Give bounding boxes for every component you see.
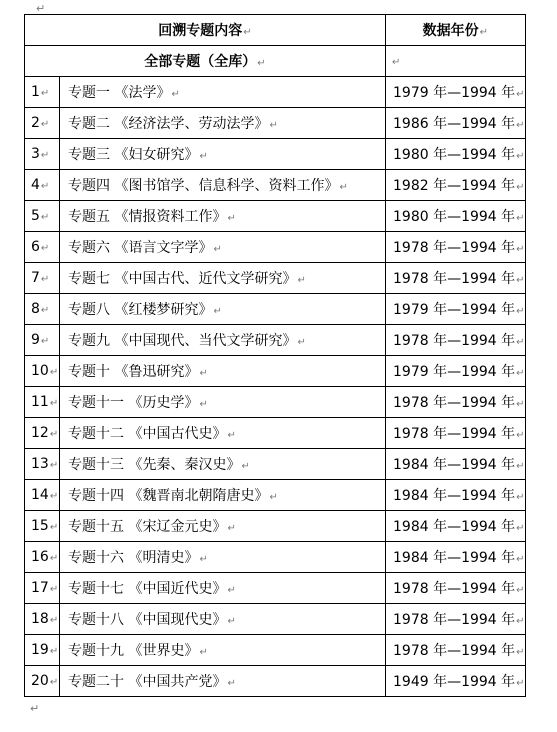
- all-topics-label: 全部专题（全库）: [144, 54, 257, 70]
- paragraph-mark: ↵: [516, 182, 525, 193]
- row-number-cell: [25, 108, 60, 139]
- topic-title: 专题十九 《世界史》: [68, 643, 199, 659]
- paragraph-mark: ↵: [213, 244, 222, 255]
- row-number: 1: [31, 84, 40, 100]
- paragraph-mark: ↵: [227, 678, 236, 689]
- paragraph-mark: ↵: [171, 89, 180, 100]
- data-years: 1978 年—1994 年: [393, 426, 516, 442]
- data-years: 1978 年—1994 年: [393, 581, 516, 597]
- paragraph-mark: ↵: [199, 647, 208, 658]
- data-years: 1979 年—1994 年: [393, 364, 516, 380]
- paragraph-mark: ↵: [49, 677, 59, 688]
- row-number: 10: [31, 363, 49, 379]
- topic-title: 专题三 《妇女研究》: [68, 147, 199, 163]
- data-years-cell: [386, 604, 526, 635]
- topic-title-cell: [60, 356, 386, 387]
- data-years-cell: [386, 418, 526, 449]
- paragraph-mark: ↵: [49, 367, 59, 378]
- paragraph-mark: ↵: [227, 430, 236, 441]
- topic-title: 专题十六 《明清史》: [68, 550, 199, 566]
- topic-title-cell: [60, 635, 386, 666]
- topic-title-cell: [60, 108, 386, 139]
- data-years-cell: [386, 325, 526, 356]
- topic-title: 专题十五 《宋辽金元史》: [68, 519, 227, 535]
- content-header-cell: [25, 15, 386, 46]
- table-header-row: [25, 15, 526, 46]
- paragraph-mark: ↵: [40, 243, 50, 254]
- paragraph-mark: ↵: [516, 647, 525, 658]
- row-number-cell: [25, 170, 60, 201]
- paragraph-mark: ↵: [516, 337, 525, 348]
- paragraph-mark: ↵: [227, 213, 236, 224]
- paragraph-mark: ↵: [199, 368, 208, 379]
- topic-title-cell: [60, 263, 386, 294]
- topic-title-cell: [60, 573, 386, 604]
- paragraph-mark: ↵: [49, 522, 59, 533]
- topic-title: 专题九 《中国现代、当代文学研究》: [68, 333, 297, 349]
- paragraph-mark: ↵: [49, 646, 59, 657]
- paragraph-mark: ↵: [49, 553, 59, 564]
- topic-title-cell: [60, 77, 386, 108]
- row-number: 19: [31, 642, 49, 658]
- data-years-cell: [386, 263, 526, 294]
- table-row: [25, 108, 526, 139]
- paragraph-mark: ↵: [269, 120, 278, 131]
- topic-title-cell: [60, 201, 386, 232]
- row-number-cell: [25, 139, 60, 170]
- table-row: [25, 325, 526, 356]
- paragraph-mark: ↵: [516, 399, 525, 410]
- paragraph-mark: ↵: [40, 305, 50, 316]
- topic-title: 专题二 《经济法学、劳动法学》: [68, 116, 269, 132]
- paragraph-mark-bottom: ↵: [30, 702, 40, 715]
- table-row: [25, 170, 526, 201]
- paragraph-mark: ↵: [199, 151, 208, 162]
- topic-title-cell: [60, 232, 386, 263]
- row-number: 5: [31, 208, 40, 224]
- data-years: 1979 年—1994 年: [393, 85, 516, 101]
- paragraph-mark: ↵: [227, 523, 236, 534]
- row-number: 8: [31, 301, 40, 317]
- table-body: [25, 15, 526, 697]
- topic-title: 专题十三 《先秦、秦汉史》: [68, 457, 241, 473]
- table-row: [25, 635, 526, 666]
- paragraph-mark: ↵: [49, 615, 59, 626]
- row-number: 12: [31, 425, 49, 441]
- topic-title-cell: [60, 480, 386, 511]
- data-years: 1978 年—1994 年: [393, 240, 516, 256]
- topic-title-cell: [60, 139, 386, 170]
- topic-title-cell: [60, 511, 386, 542]
- table-row: [25, 294, 526, 325]
- all-topics-years-cell: [386, 46, 526, 77]
- all-topics-row: [25, 46, 526, 77]
- paragraph-mark: ↵: [516, 430, 525, 441]
- paragraph-mark: ↵: [40, 274, 50, 285]
- row-number-cell: [25, 77, 60, 108]
- table-row: [25, 263, 526, 294]
- paragraph-mark-top: ↵: [36, 2, 46, 15]
- topic-title-cell: [60, 542, 386, 573]
- paragraph-mark: ↵: [40, 336, 50, 347]
- row-number: 16: [31, 549, 49, 565]
- topic-title: 专题十一 《历史学》: [68, 395, 199, 411]
- table-row: [25, 449, 526, 480]
- paragraph-mark: ↵: [227, 585, 236, 596]
- paragraph-mark: ↵: [516, 585, 525, 596]
- topic-title-cell: [60, 387, 386, 418]
- table-row: [25, 232, 526, 263]
- paragraph-mark: ↵: [392, 57, 401, 68]
- topic-title-cell: [60, 604, 386, 635]
- data-years-cell: [386, 542, 526, 573]
- data-years: 1978 年—1994 年: [393, 333, 516, 349]
- data-years-cell: [386, 635, 526, 666]
- row-number-cell: [25, 387, 60, 418]
- data-years: 1949 年—1994 年: [393, 674, 516, 690]
- paragraph-mark: ↵: [269, 492, 278, 503]
- row-number: 7: [31, 270, 40, 286]
- data-years: 1978 年—1994 年: [393, 612, 516, 628]
- topic-title-cell: [60, 294, 386, 325]
- topic-title: 专题四 《图书馆学、信息科学、资料工作》: [68, 178, 339, 194]
- topic-title: 专题七 《中国古代、近代文学研究》: [68, 271, 297, 287]
- topic-title: 专题十二 《中国古代史》: [68, 426, 227, 442]
- paragraph-mark: ↵: [227, 616, 236, 627]
- data-years: 1984 年—1994 年: [393, 550, 516, 566]
- topic-title: 专题一 《法学》: [68, 85, 171, 101]
- paragraph-mark: ↵: [243, 27, 252, 38]
- paragraph-mark: ↵: [516, 213, 525, 224]
- data-years-cell: [386, 573, 526, 604]
- row-number: 9: [31, 332, 40, 348]
- paragraph-mark: ↵: [199, 554, 208, 565]
- paragraph-mark: ↵: [213, 306, 222, 317]
- row-number-cell: [25, 573, 60, 604]
- paragraph-mark: ↵: [516, 523, 525, 534]
- table-row: [25, 604, 526, 635]
- years-header-label: 数据年份: [422, 23, 479, 39]
- topic-title: 专题八 《红楼梦研究》: [68, 302, 213, 318]
- paragraph-mark: ↵: [297, 337, 306, 348]
- paragraph-mark: ↵: [516, 461, 525, 472]
- paragraph-mark: ↵: [241, 461, 250, 472]
- data-years-cell: [386, 449, 526, 480]
- data-years-cell: [386, 77, 526, 108]
- paragraph-mark: ↵: [297, 275, 306, 286]
- table-row: [25, 418, 526, 449]
- table-row: [25, 77, 526, 108]
- paragraph-mark: ↵: [516, 492, 525, 503]
- topic-title: 专题十 《鲁迅研究》: [68, 364, 199, 380]
- row-number: 11: [31, 394, 49, 410]
- table-row: [25, 666, 526, 697]
- table-row: [25, 356, 526, 387]
- topic-title-cell: [60, 449, 386, 480]
- row-number: 17: [31, 580, 49, 596]
- paragraph-mark: ↵: [199, 399, 208, 410]
- row-number: 14: [31, 487, 49, 503]
- topic-title-cell: [60, 325, 386, 356]
- row-number: 13: [31, 456, 49, 472]
- table-row: [25, 387, 526, 418]
- paragraph-mark: ↵: [516, 678, 525, 689]
- data-years: 1980 年—1994 年: [393, 209, 516, 225]
- data-years-cell: [386, 170, 526, 201]
- row-number: 18: [31, 611, 49, 627]
- paragraph-mark: ↵: [40, 181, 50, 192]
- paragraph-mark: ↵: [40, 88, 50, 99]
- data-years-cell: [386, 201, 526, 232]
- paragraph-mark: ↵: [339, 182, 348, 193]
- paragraph-mark: ↵: [516, 89, 525, 100]
- paragraph-mark: ↵: [516, 275, 525, 286]
- paragraph-mark: ↵: [49, 491, 59, 502]
- data-years: 1978 年—1994 年: [393, 395, 516, 411]
- topic-title-cell: [60, 666, 386, 697]
- row-number-cell: [25, 232, 60, 263]
- row-number-cell: [25, 666, 60, 697]
- all-topics-cell: [25, 46, 386, 77]
- row-number-cell: [25, 418, 60, 449]
- topic-title: 专题二十 《中国共产党》: [68, 674, 227, 690]
- data-years: 1986 年—1994 年: [393, 116, 516, 132]
- row-number-cell: [25, 294, 60, 325]
- data-years: 1979 年—1994 年: [393, 302, 516, 318]
- topic-title: 专题六 《语言文字学》: [68, 240, 213, 256]
- paragraph-mark: ↵: [516, 306, 525, 317]
- data-years: 1978 年—1994 年: [393, 271, 516, 287]
- table-row: [25, 201, 526, 232]
- paragraph-mark: ↵: [516, 554, 525, 565]
- topic-title: 专题十八 《中国现代史》: [68, 612, 227, 628]
- row-number: 2: [31, 115, 40, 131]
- row-number-cell: [25, 201, 60, 232]
- data-years-cell: [386, 511, 526, 542]
- paragraph-mark: ↵: [516, 616, 525, 627]
- data-years-cell: [386, 387, 526, 418]
- content-header-label: 回溯专题内容: [158, 23, 243, 39]
- paragraph-mark: ↵: [40, 150, 50, 161]
- data-years-cell: [386, 356, 526, 387]
- data-years-cell: [386, 139, 526, 170]
- paragraph-mark: ↵: [257, 58, 266, 69]
- data-years: 1982 年—1994 年: [393, 178, 516, 194]
- row-number-cell: [25, 480, 60, 511]
- paragraph-mark: ↵: [516, 151, 525, 162]
- topic-title: 专题十四 《魏晋南北朝隋唐史》: [68, 488, 269, 504]
- data-years-cell: [386, 666, 526, 697]
- data-years: 1980 年—1994 年: [393, 147, 516, 163]
- topic-title: 专题十七 《中国近代史》: [68, 581, 227, 597]
- paragraph-mark: ↵: [49, 398, 59, 409]
- topic-title-cell: [60, 418, 386, 449]
- paragraph-mark: ↵: [40, 212, 50, 223]
- data-years-cell: [386, 232, 526, 263]
- data-years-cell: [386, 480, 526, 511]
- row-number-cell: [25, 511, 60, 542]
- row-number: 20: [31, 673, 49, 689]
- paragraph-mark: ↵: [479, 27, 488, 38]
- row-number-cell: [25, 356, 60, 387]
- table-row: [25, 542, 526, 573]
- topic-title: 专题五 《情报资料工作》: [68, 209, 227, 225]
- data-years: 1984 年—1994 年: [393, 488, 516, 504]
- row-number-cell: [25, 635, 60, 666]
- topic-title-cell: [60, 170, 386, 201]
- paragraph-mark: ↵: [516, 120, 525, 131]
- row-number: 4: [31, 177, 40, 193]
- data-years-cell: [386, 294, 526, 325]
- row-number: 15: [31, 518, 49, 534]
- paragraph-mark: ↵: [49, 584, 59, 595]
- topic-table: [24, 14, 526, 697]
- row-number: 3: [31, 146, 40, 162]
- row-number-cell: [25, 449, 60, 480]
- paragraph-mark: ↵: [49, 460, 59, 471]
- row-number-cell: [25, 542, 60, 573]
- data-years: 1978 年—1994 年: [393, 643, 516, 659]
- paragraph-mark: ↵: [516, 244, 525, 255]
- paragraph-mark: ↵: [516, 368, 525, 379]
- table-row: [25, 480, 526, 511]
- table-row: [25, 139, 526, 170]
- table-row: [25, 511, 526, 542]
- data-years: 1984 年—1994 年: [393, 519, 516, 535]
- table-row: [25, 573, 526, 604]
- data-years-cell: [386, 108, 526, 139]
- row-number: 6: [31, 239, 40, 255]
- paragraph-mark: ↵: [49, 429, 59, 440]
- data-years: 1984 年—1994 年: [393, 457, 516, 473]
- row-number-cell: [25, 604, 60, 635]
- row-number-cell: [25, 263, 60, 294]
- paragraph-mark: ↵: [40, 119, 50, 130]
- row-number-cell: [25, 325, 60, 356]
- years-header-cell: [386, 15, 526, 46]
